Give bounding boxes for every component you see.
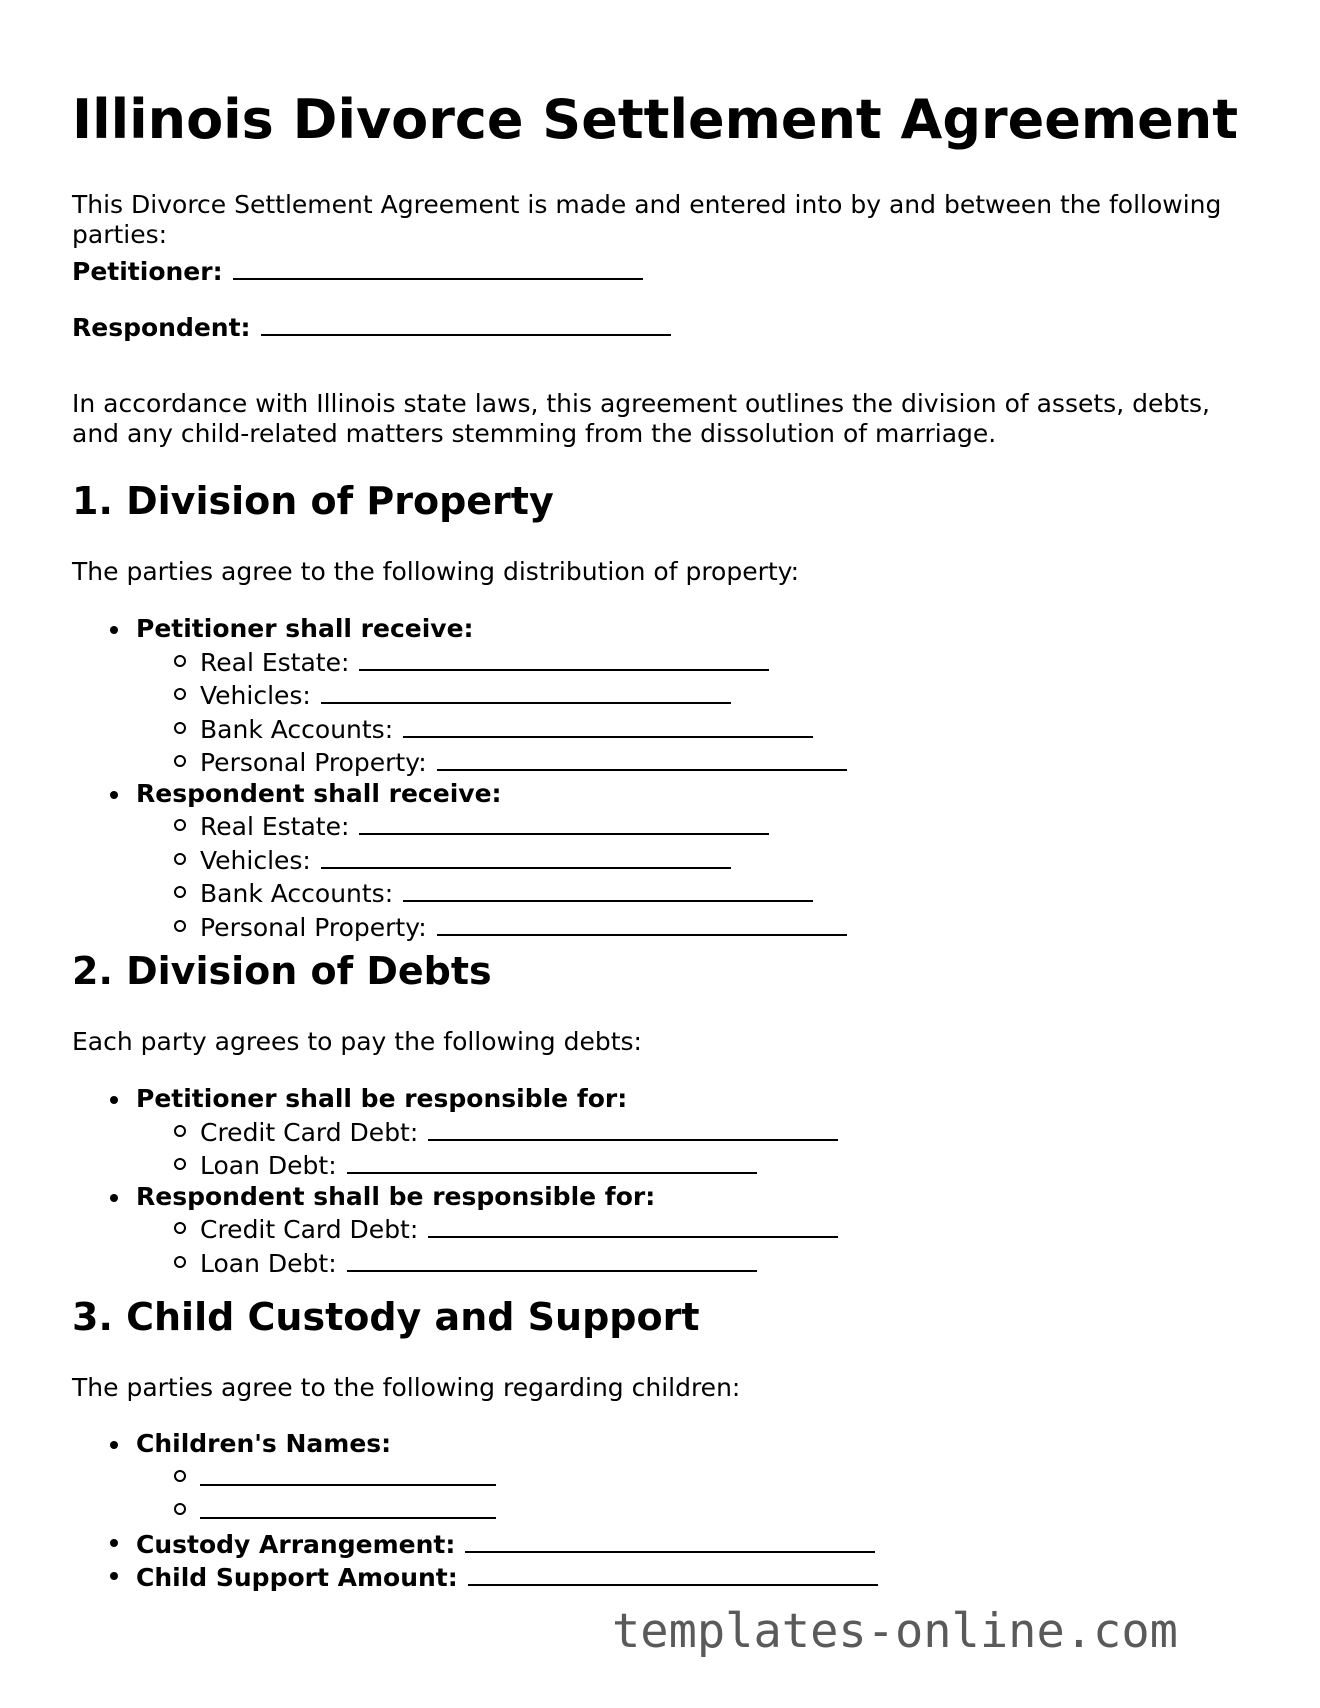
petitioner-receive-label: Petitioner shall receive: — [136, 614, 474, 643]
item-label: Bank Accounts: — [200, 714, 394, 744]
item-label: Vehicles: — [200, 681, 311, 710]
petitioner-responsible-label: Petitioner shall be responsible for: — [136, 1084, 628, 1113]
list-item — [72, 1182, 838, 1280]
intro-paragraph: This Divorce Settlement Agreement is made and entered into by and between the following parties: — [72, 190, 1222, 249]
fill-blank[interactable] — [359, 809, 769, 835]
debts-list — [72, 1084, 838, 1279]
petitioner-label: Petitioner: — [72, 257, 223, 286]
list-item — [72, 712, 847, 746]
petitioner-blank[interactable] — [233, 254, 643, 280]
children-list — [72, 1429, 878, 1594]
respondent-receive-label: Respondent shall receive: — [136, 778, 502, 808]
fill-blank[interactable] — [437, 910, 847, 936]
section-heading-debts: 2. Division of Debts — [72, 949, 492, 993]
item-label: Bank Accounts: — [200, 879, 394, 908]
section-heading-children: 3. Child Custody and Support — [72, 1295, 700, 1339]
item-label: Vehicles: — [200, 845, 311, 875]
watermark: templates-online.com — [612, 1604, 1178, 1659]
custody-blank[interactable] — [465, 1527, 875, 1553]
property-list — [72, 614, 847, 943]
item-label: Real Estate: — [200, 812, 350, 841]
list-item — [72, 1084, 838, 1182]
fill-blank[interactable] — [437, 745, 847, 771]
preamble-paragraph: In accordance with Illinois state laws, this agreement outlines the division of assets, debts, and any child-related matters stemming from the dissolution of marriage. — [72, 389, 1210, 448]
list-item — [72, 614, 847, 779]
custody-label: Custody Arrangement: — [136, 1529, 456, 1559]
respondent-line — [72, 310, 671, 343]
list-item — [72, 678, 847, 712]
item-label: Loan Debt: — [200, 1151, 337, 1180]
list-item — [72, 645, 847, 679]
support-blank[interactable] — [468, 1560, 878, 1586]
list-item — [72, 1212, 838, 1246]
list-item — [72, 745, 847, 779]
child-name-blank[interactable] — [200, 1493, 496, 1519]
list-item — [72, 1246, 838, 1280]
fill-blank[interactable] — [403, 876, 813, 902]
fill-blank[interactable] — [321, 678, 731, 704]
child-name-blank[interactable] — [200, 1460, 496, 1486]
item-label: Credit Card Debt: — [200, 1117, 419, 1147]
fill-blank[interactable] — [359, 645, 769, 671]
fill-blank[interactable] — [403, 712, 813, 738]
children-names-label: Children's Names: — [136, 1429, 392, 1458]
list-item — [72, 843, 847, 877]
fill-blank[interactable] — [321, 843, 731, 869]
fill-blank[interactable] — [428, 1212, 838, 1238]
list-item — [72, 1493, 878, 1527]
support-label: Child Support Amount: — [136, 1563, 458, 1592]
respondent-label: Respondent: — [72, 313, 251, 342]
item-label: Personal Property: — [200, 912, 427, 942]
fill-blank[interactable] — [347, 1246, 757, 1272]
list-item — [72, 809, 847, 843]
property-intro: The parties agree to the following distribution of property: — [72, 557, 800, 586]
item-label: Real Estate: — [200, 647, 350, 677]
list-item — [72, 779, 847, 944]
item-label: Loan Debt: — [200, 1248, 337, 1278]
list-item — [72, 876, 847, 910]
list-item — [72, 1460, 878, 1494]
list-item — [72, 1148, 838, 1182]
respondent-responsible-label: Respondent shall be responsible for: — [136, 1181, 656, 1211]
item-label: Personal Property: — [200, 748, 427, 777]
children-intro: The parties agree to the following regarding children: — [72, 1373, 741, 1402]
fill-blank[interactable] — [428, 1115, 838, 1141]
respondent-blank[interactable] — [261, 310, 671, 336]
fill-blank[interactable] — [347, 1148, 757, 1174]
section-heading-property: 1. Division of Property — [72, 479, 554, 523]
list-item — [72, 1115, 838, 1149]
item-label: Credit Card Debt: — [200, 1215, 419, 1244]
page-title: Illinois Divorce Settlement Agreement — [72, 88, 1239, 151]
petitioner-line — [72, 254, 643, 287]
list-item — [72, 910, 847, 944]
debts-intro: Each party agrees to pay the following debts: — [72, 1027, 642, 1056]
list-item — [72, 1527, 878, 1561]
list-item — [72, 1429, 878, 1527]
list-item — [72, 1560, 878, 1594]
